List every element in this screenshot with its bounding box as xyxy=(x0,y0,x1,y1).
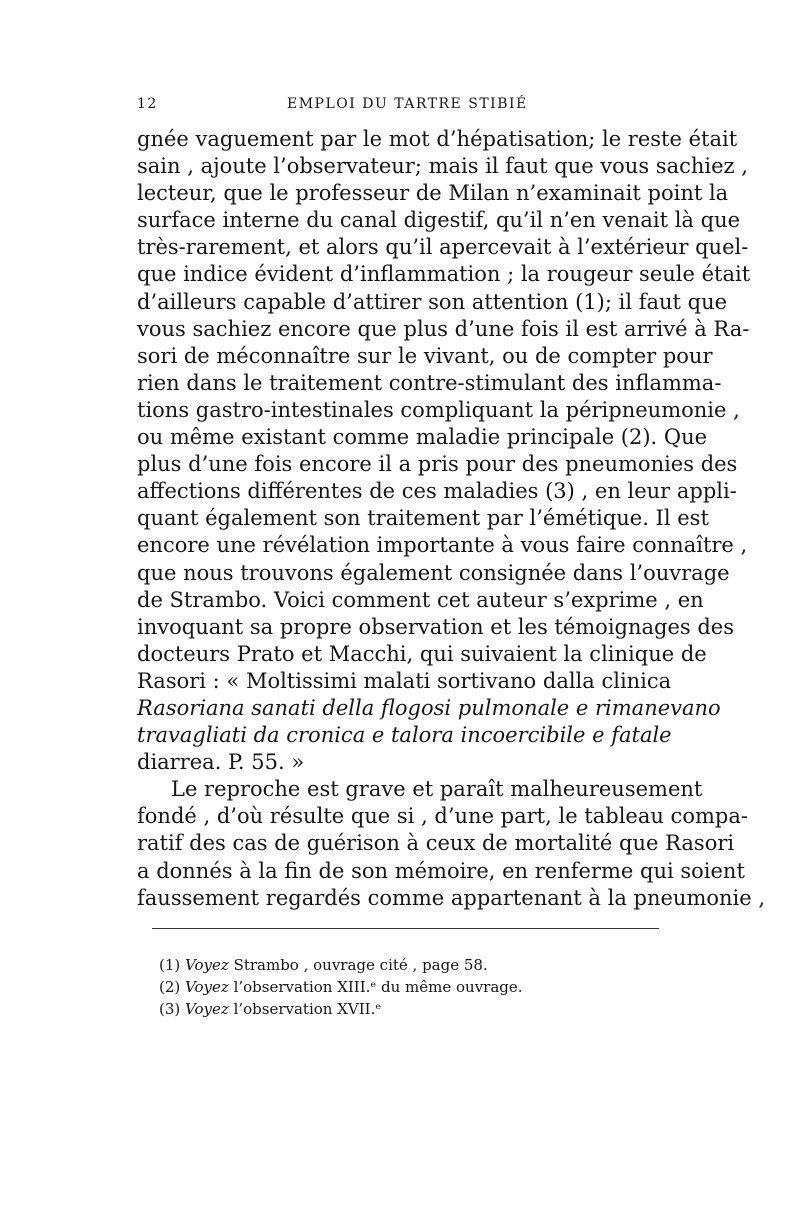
text-line: ratif des cas de guérison à ceux de mortalité que Rasori xyxy=(137,831,735,856)
paragraph-start-line: Le reproche est grave et paraît malheureusement xyxy=(171,777,703,802)
body-text xyxy=(137,126,766,912)
footnote-mark: (1) xyxy=(159,956,181,974)
footnote-text: l’observation XIII.ᵉ du même ouvrage. xyxy=(233,978,523,996)
text-line: d’ailleurs capable d’attirer son attention (1); il faut que xyxy=(137,289,728,314)
text-line: de Strambo. Voici comment cet auteur s’exprime , en xyxy=(137,587,704,612)
footnotes xyxy=(159,954,559,1020)
text-line: que nous trouvons également consignée dans l’ouvrage xyxy=(137,560,730,585)
page-header xyxy=(137,96,659,120)
quote-line: travagliati da cronica e talora incoercibile e fatale xyxy=(137,723,672,748)
text-line: docteurs Prato et Macchi, qui suivaient la clinique de xyxy=(137,641,707,666)
quote-line: Rasoriana sanati della flogosi pulmonale e rimanevano xyxy=(137,695,721,720)
footnote xyxy=(159,998,559,1020)
footnote-rule xyxy=(152,928,659,929)
text-line: lecteur, que le professeur de Milan n’examinait point la xyxy=(137,181,729,206)
quote-line: Rasori : « Moltissimi malati sortivano dalla clinica xyxy=(137,668,672,693)
footnote-voyez: Voyez xyxy=(185,978,229,996)
text-line: fondé , d’où résulte que si , d’une part, le tableau compa- xyxy=(137,804,748,829)
text-line: rien dans le traitement contre-stimulant des inflamma- xyxy=(137,370,722,395)
text-line: a donnés à la fin de son mémoire, en renferme qui soient xyxy=(137,858,745,883)
quote-line: diarrea. P. 55. » xyxy=(137,750,305,775)
footnote-text: l’observation XVII.ᵉ xyxy=(233,1000,382,1018)
text-line: surface interne du canal digestif, qu’il n’en venait là que xyxy=(137,208,741,233)
text-line: sain , ajoute l’observateur; mais il faut que vous sachiez , xyxy=(137,154,748,179)
footnote-mark: (3) xyxy=(159,1000,181,1018)
footnote-mark: (2) xyxy=(159,978,181,996)
text-line: quant également son traitement par l’émétique. Il est xyxy=(137,506,709,531)
text-line: encore une révélation importante à vous faire connaître , xyxy=(137,533,748,558)
footnote-voyez: Voyez xyxy=(185,956,229,974)
text-line: affections différentes de ces maladies (3) , en leur appli- xyxy=(137,479,737,504)
text-line: sori de méconnaître sur le vivant, ou de compter pour xyxy=(137,343,713,368)
text-line: ou même existant comme maladie principale (2). Que xyxy=(137,425,708,450)
footnote-voyez: Voyez xyxy=(185,1000,229,1018)
text-line: plus d’une fois encore il a pris pour des pneumonies des xyxy=(137,452,738,477)
text-line: gnée vaguement par le mot d’hépatisation; le reste était xyxy=(137,127,738,151)
text-line: faussement regardés comme appartenant à la pneumonie , xyxy=(137,885,766,910)
page-number: 12 xyxy=(137,96,158,112)
footnote xyxy=(159,976,559,998)
text-line: tions gastro-intestinales compliquant la péripneumonie , xyxy=(137,397,740,422)
text-line: très-rarement, et alors qu’il apercevait à l’extérieur quel- xyxy=(137,235,749,260)
text-line: invoquant sa propre observation et les témoignages des xyxy=(137,614,735,639)
text-line: vous sachiez encore que plus d’une fois il est arrivé à Ra- xyxy=(137,316,750,341)
footnote-text: Strambo , ouvrage cité , page 58. xyxy=(233,956,488,974)
running-head: EMPLOI DU TARTRE STIBIÉ xyxy=(287,96,528,112)
footnote xyxy=(159,954,559,976)
text-line: que indice évident d’inflammation ; la rougeur seule était xyxy=(137,262,751,287)
